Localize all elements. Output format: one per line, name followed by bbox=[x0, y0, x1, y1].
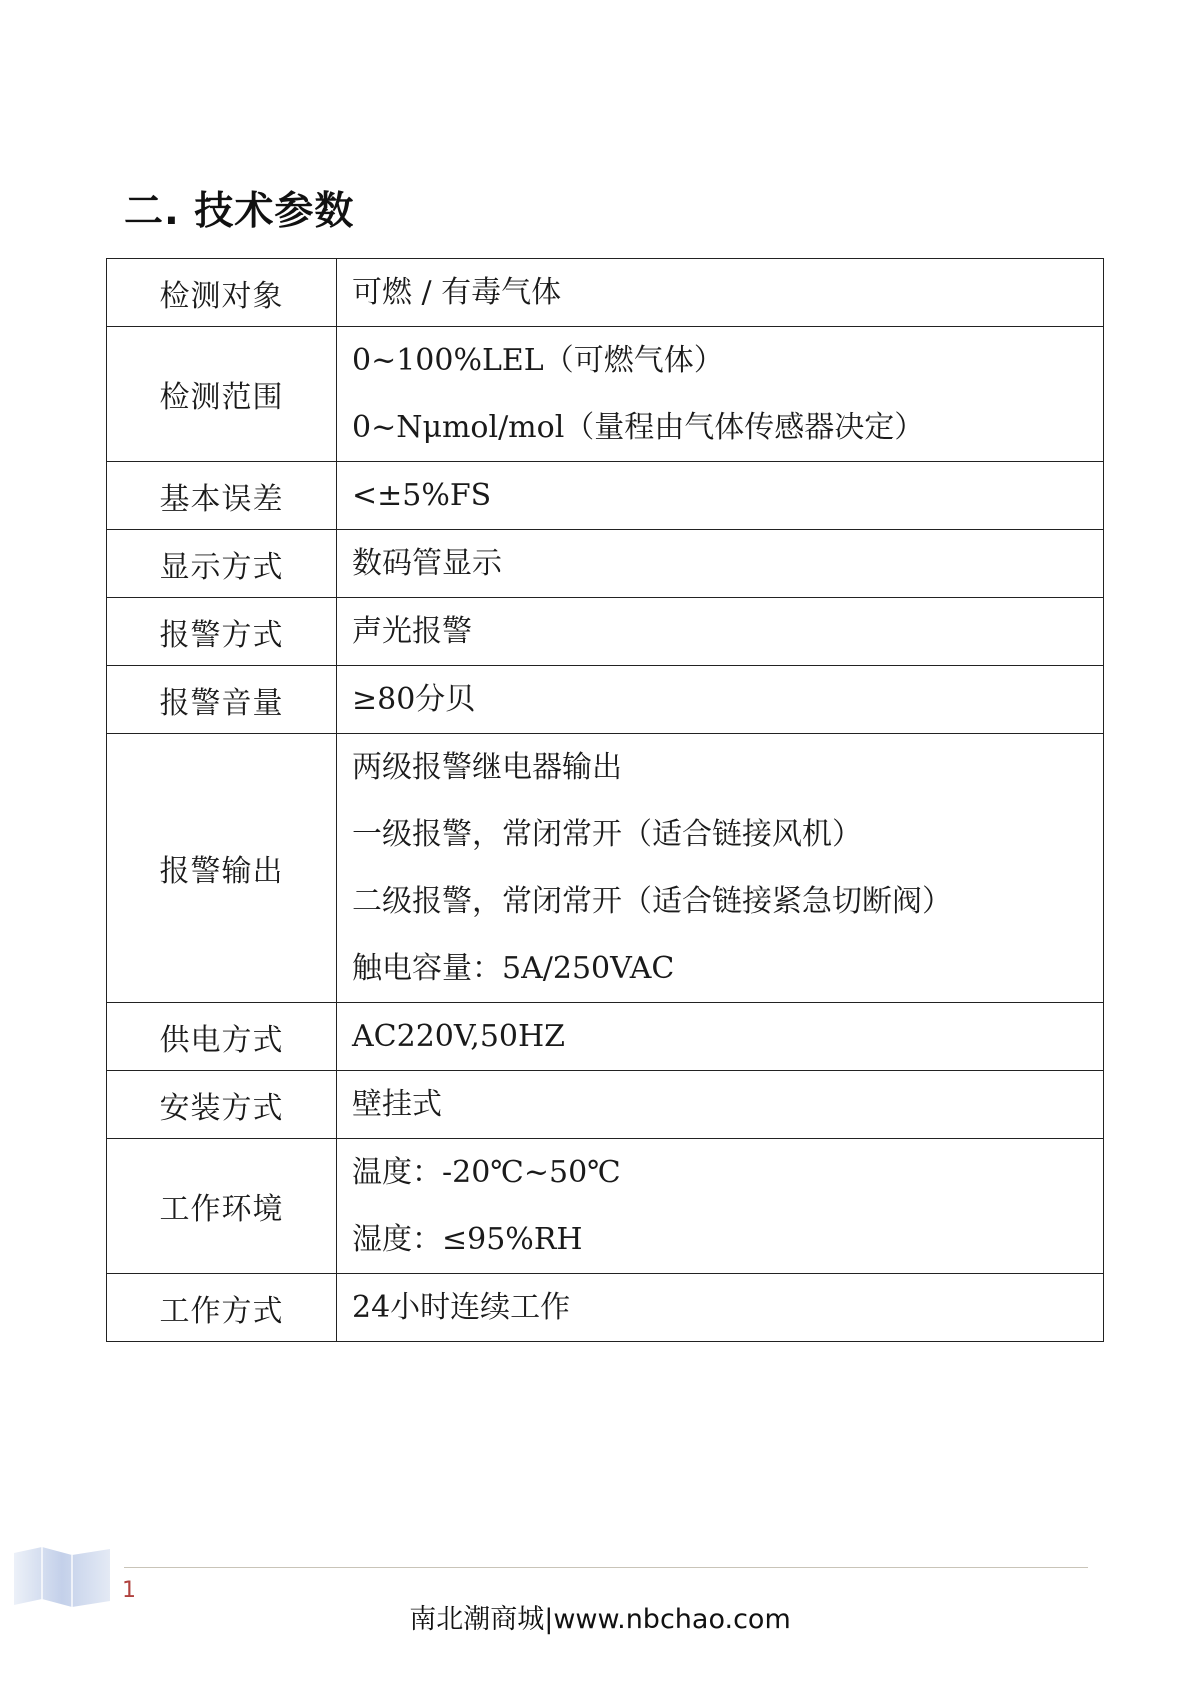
spec-table bbox=[106, 258, 1104, 1342]
value-line: 壁挂式 bbox=[352, 1087, 442, 1122]
row-value bbox=[337, 598, 1104, 666]
value-line: 数码管显示 bbox=[352, 546, 502, 581]
table-row bbox=[107, 327, 1104, 462]
table-row bbox=[107, 666, 1104, 734]
value-line: AC220V,50HZ bbox=[352, 1019, 566, 1054]
value-line: 湿度：≤95%RH bbox=[352, 1222, 583, 1257]
row-label: 工作环境 bbox=[107, 1139, 337, 1274]
value-line: 触电容量：5A/250VAC bbox=[352, 951, 675, 986]
table-row bbox=[107, 734, 1104, 1003]
value-line: 声光报警 bbox=[352, 614, 472, 649]
row-value bbox=[337, 1071, 1104, 1139]
value-line: 两级报警继电器输出 bbox=[352, 750, 622, 785]
page-number: 1 bbox=[122, 1578, 136, 1603]
table-row bbox=[107, 598, 1104, 666]
row-label: 供电方式 bbox=[107, 1003, 337, 1071]
row-label: 检测对象 bbox=[107, 259, 337, 327]
value-line: 一级报警，常闭常开（适合链接风机） bbox=[352, 817, 862, 852]
row-label: 报警方式 bbox=[107, 598, 337, 666]
row-value bbox=[337, 327, 1104, 462]
section-title: 二. 技术参数 bbox=[124, 189, 355, 234]
value-line: 二级报警，常闭常开（适合链接紧急切断阀） bbox=[352, 884, 952, 919]
value-line: 可燃 / 有毒气体 bbox=[352, 275, 562, 310]
table-row bbox=[107, 1003, 1104, 1071]
row-value bbox=[337, 734, 1104, 1003]
row-label: 基本误差 bbox=[107, 462, 337, 530]
row-label: 工作方式 bbox=[107, 1274, 337, 1342]
row-label: 报警输出 bbox=[107, 734, 337, 1003]
row-value bbox=[337, 530, 1104, 598]
row-value bbox=[337, 666, 1104, 734]
value-line: ≥80分贝 bbox=[352, 682, 476, 717]
table-row bbox=[107, 530, 1104, 598]
row-value bbox=[337, 1139, 1104, 1274]
row-value bbox=[337, 1003, 1104, 1071]
row-value bbox=[337, 259, 1104, 327]
table-row bbox=[107, 259, 1104, 327]
row-value bbox=[337, 462, 1104, 530]
value-line: <±5%FS bbox=[352, 478, 492, 513]
value-line: 0~100%LEL（可燃气体） bbox=[352, 343, 724, 378]
table-row bbox=[107, 462, 1104, 530]
row-label: 报警音量 bbox=[107, 666, 337, 734]
table-row bbox=[107, 1274, 1104, 1342]
row-label: 检测范围 bbox=[107, 327, 337, 462]
value-line: 温度：-20℃~50℃ bbox=[352, 1155, 621, 1190]
table-row bbox=[107, 1139, 1104, 1274]
row-label: 安装方式 bbox=[107, 1071, 337, 1139]
row-value bbox=[337, 1274, 1104, 1342]
footer-site-text: 南北潮商城|www.nbchao.com bbox=[409, 1604, 791, 1635]
value-line: 0~Nμmol/mol（量程由气体传感器决定） bbox=[352, 410, 925, 445]
value-line: 24小时连续工作 bbox=[352, 1290, 571, 1325]
table-row bbox=[107, 1071, 1104, 1139]
footer-divider bbox=[124, 1567, 1088, 1568]
row-label: 显示方式 bbox=[107, 530, 337, 598]
